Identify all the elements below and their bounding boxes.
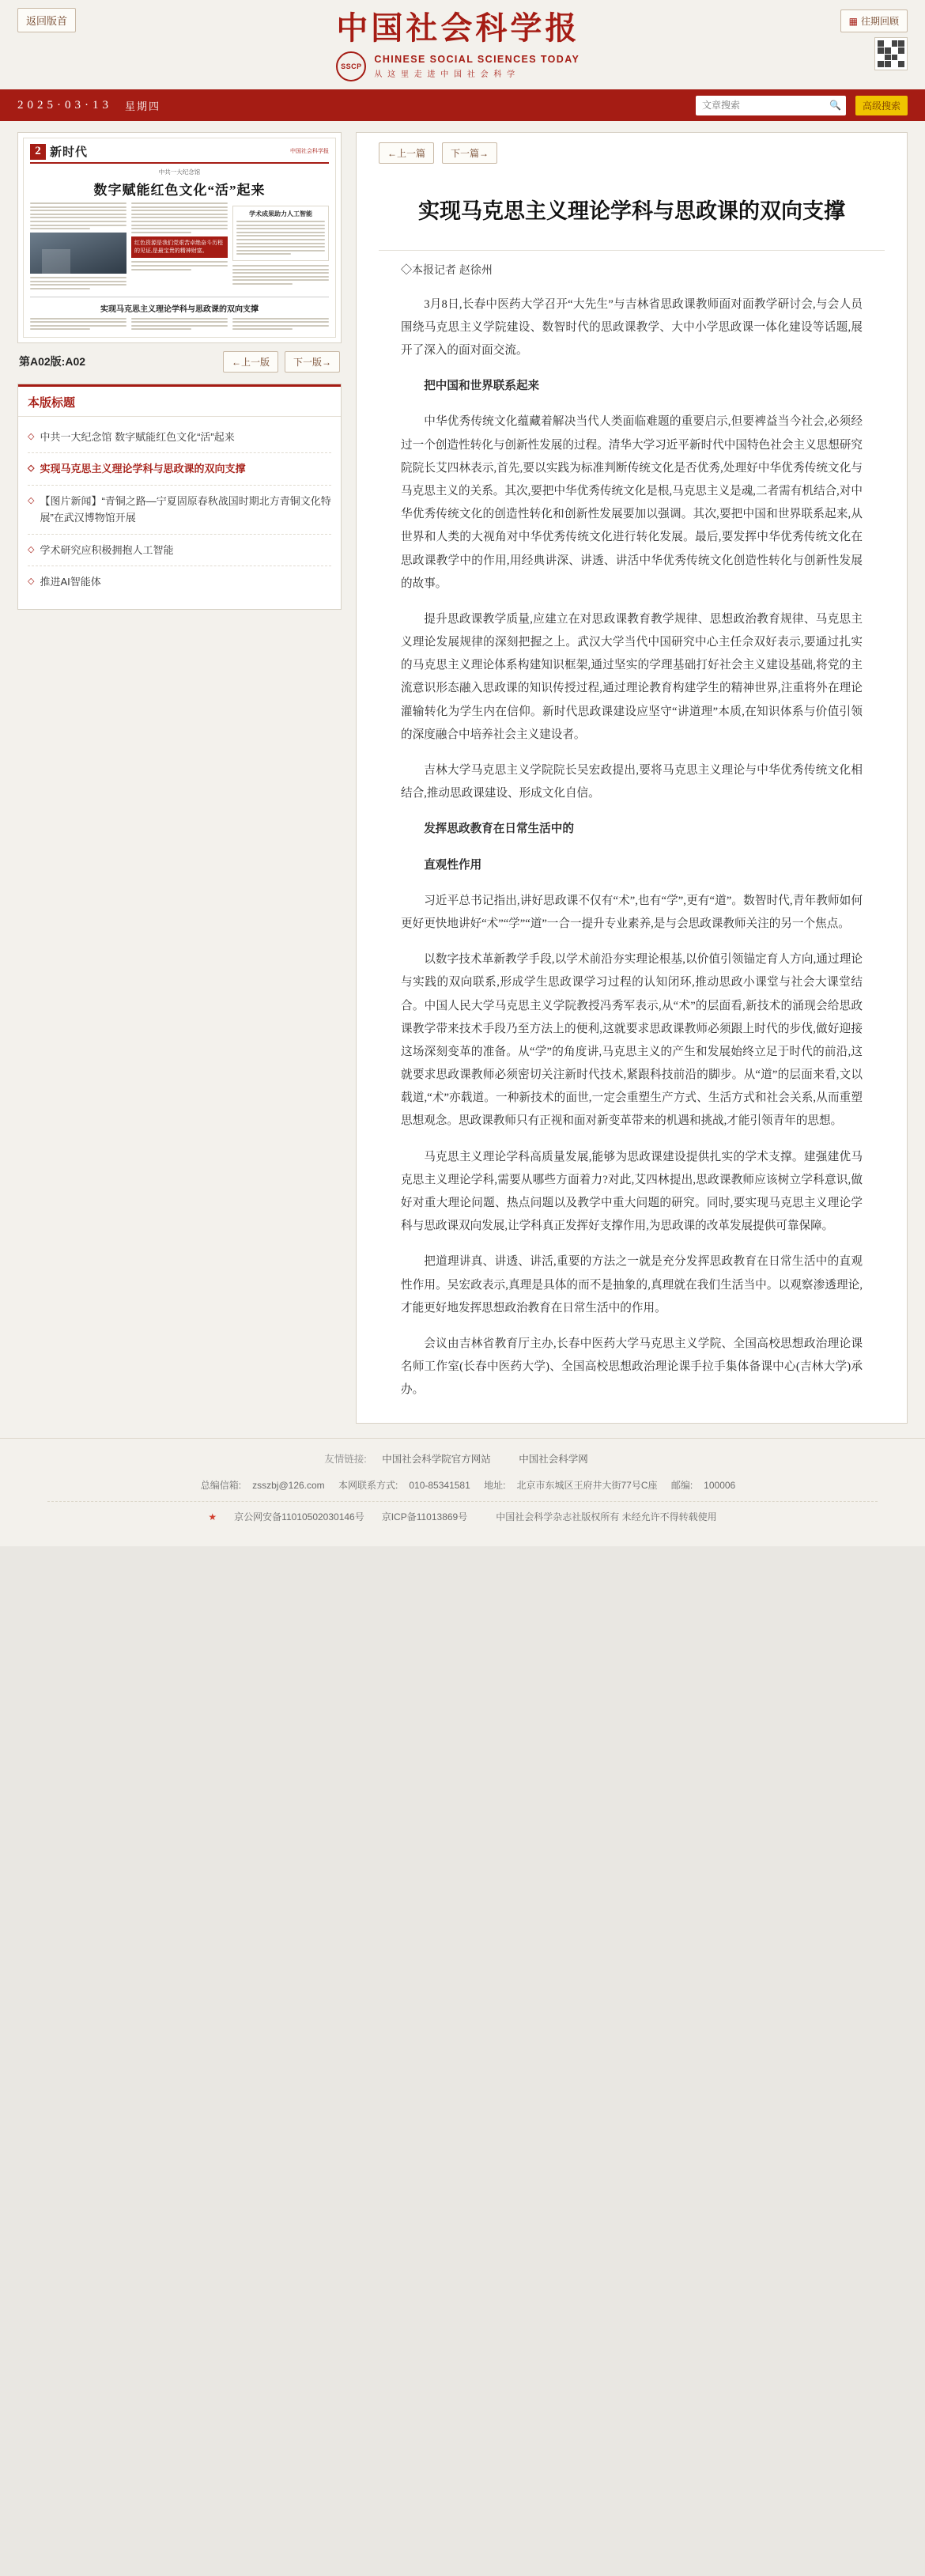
page-preview-image[interactable] [17, 132, 342, 343]
page-titles-heading: 本版标题 [18, 384, 341, 417]
preview-section-name: 新时代 [50, 146, 89, 159]
list-item-label: 实现马克思主义理论学科与思政课的双向支撑 [40, 463, 246, 475]
list-item-label: 推进AI智能体 [40, 576, 101, 588]
calendar-icon: ▦ [848, 15, 858, 27]
friend-link-cass-official[interactable]: 中国社会科学院官方网站 [382, 1453, 491, 1465]
article-paragraph: 中华优秀传统文化蕴藏着解决当代人类面临难题的重要启示,但要裨益当今社会,必须经过一个创造性转化与创新性发展的过程。清华大学习近平新时代中国特色社会主义思想研究院院长艾四林表示,首先,要以实践为标准判断传统文化是否优秀,处理好中华优秀传统文化与马克思主义的关系。其次,要把中华优秀传统文化是根,马克思主义是魂,二者需有机结合,对中华优秀传统文化的创造性转化和创新性发展要加以强调。其次,要把中国和世界联系起来,从世界和人类的大视角对中华优秀传统文化进行转化发展。最后,要发挥中华优秀传统文化在思政课教学中的作用,用经典讲深、讲透、讲活中华优秀传统文化创造性转化与创新性发展的故事。 [401, 415, 863, 590]
list-item[interactable] [28, 453, 331, 485]
preview-kicker: 中共一大纪念馆 [158, 168, 201, 176]
article-paragraph: 马克思主义理论学科高质量发展,能够为思政课建设提供扎实的学术支撑。建强建优马克思主义理论学科,需要从哪些方面着力?对此,艾四林提出,思政课教师应该树立学科意识,做好对重大理论问题、热点问题以及教学中重大问题的研究。同时,要实现马克思主义理论学科与思政课双向发展,让学科真正发挥好支撑作用,为思政课的改革发展提供可靠保障。 [401, 1150, 863, 1233]
page-titles-panel [17, 384, 342, 610]
address-value: 北京市东城区王府井大街77号C座 [516, 1479, 658, 1491]
search-box[interactable] [696, 96, 846, 115]
past-issues-button[interactable] [840, 9, 908, 32]
issue-weekday: 星期四 [125, 100, 161, 112]
address-label: 地址: [484, 1479, 506, 1491]
article-subheading: 把中国和世界联系起来 [424, 380, 540, 393]
article-paragraph: 3月8日,长春中医药大学召开“大先生”与吉林省思政课教师面对面教学研讨会,与会人员围绕马克思主义学院建设、数智时代的思政课教学、大中小学思政课一体化建设等话题,展开了深入的面对面交流。 [401, 297, 863, 357]
footer-divider [47, 1501, 878, 1502]
list-item-label: 中共一大纪念馆 数字赋能红色文化“活”起来 [40, 430, 235, 443]
preview-corner-text: 中国社会科学报 [290, 148, 329, 155]
article-byline: ◇本报记者 赵徐州 [401, 263, 493, 276]
bullet-icon: ◇ [28, 463, 35, 474]
list-item[interactable] [28, 422, 331, 453]
copyright-text: 中国社会科学杂志社版权所有 未经允许不得转载使用 [496, 1511, 717, 1523]
left-column [17, 132, 342, 610]
police-badge-icon: ★ [208, 1511, 217, 1523]
article-paragraph: 会议由吉林省教育厅主办,长春中医药大学马克思主义学院、全国高校思想政治理论课名师工作室(长春中医药大学)、全国高校思想政治理论课手拉手集体备课中心(吉林大学)承办。 [401, 1337, 863, 1397]
advanced-search-button[interactable]: 高级搜索 [855, 96, 908, 115]
footer-info [0, 1475, 925, 1546]
article-paragraph: 吉林大学马克思主义学院院长吴宏政提出,要将马克思主义理论与中华优秀传统文化相结合,推动思政课建设、形成文化自信。 [401, 764, 863, 800]
friend-links-label: 友情链接: [324, 1453, 367, 1465]
contact-phone: 010-85341581 [409, 1479, 470, 1491]
page-meta-row [19, 351, 340, 373]
prev-page-button[interactable]: ←上一版 [223, 351, 278, 373]
masthead-english: CHINESE SOCIAL SCIENCES TODAY [374, 54, 580, 65]
current-page-label: 第A02版:A02 [19, 355, 86, 369]
article-card [356, 132, 908, 1424]
next-article-button[interactable]: 下一篇→ [442, 142, 497, 164]
bullet-icon: ◇ [28, 544, 35, 554]
article-paragraph: 以数字技术革新教学手段,以学术前沿夯实理论根基,以价值引领锚定育人方向,通过理论与实践的双向联系,形成学生思政课学习过程的认知闭环,推动思政小课堂与社会大课堂结合。中国人民大学马克思主义学院教授冯秀军表示,从“术”的层面看,新技术的涌现会给思政课教学带来技术手段乃至方法上的便利,这就要求思政课教师必须跟上时代的步伐,做好迎接这场深刻变革的准备。从“学”的角度讲,马克思主义的产生和发展始终立足于时代的前沿,这就要求思政课教师必须密切关注新时代技术,紧跟科技前沿的脚步。从“道”的层面来看,文以载道,“术”亦载道。一种新技术的面世,一定会重塑生产方式、生活方式和社会关系,从而重塑思想观念。思政课教师只有正视和面对新变革带来的机遇和挑战,才能引领青年的思想。 [401, 953, 863, 1128]
prev-article-button[interactable]: ←上一篇 [379, 142, 434, 164]
list-item-label: 学术研究应积极拥抱人工智能 [40, 543, 174, 556]
bullet-icon: ◇ [28, 495, 35, 505]
page-title: 实现马克思主义理论学科与思政课的双向支撑 [418, 199, 845, 224]
list-item[interactable] [28, 535, 331, 566]
article-paragraph: 提升思政课教学质量,应建立在对思政课教育教学规律、思想政治教育规律、马克思主义理论发展规律的深刻把握之上。武汉大学当代中国研究中心主任佘双好表示,要通过扎实的马克思主义理论体系构建知识框架,通过坚实的学理基础打好社会主义建设基础,将党的主流意识形态融入思政课的知识传授过程,通过理论教育构建学生的精神世界,注重将外在理论灌输转化为学生内在信仰。新时代思政课建设应坚守“讲道理”本质,在知识体系与价值引领的深度融合中培养社会主义建设者。 [401, 612, 863, 741]
preview-red-box: 红色资源是我们党艰苦卓绝奋斗历程的见证,是最宝贵的精神财富。 [131, 236, 228, 259]
footer-contact-row [0, 1475, 925, 1497]
bullet-icon: ◇ [28, 577, 35, 587]
list-item-label: 【图片新闻】“青铜之路—宁夏固原春秋战国时期北方青铜文化特展”在武汉博物馆开展 [40, 494, 331, 524]
friend-link-cssn[interactable]: 中国社会科学网 [519, 1453, 588, 1465]
preview-headline: 数字赋能红色文化“活”起来 [93, 183, 266, 198]
preview-photo [30, 233, 126, 274]
masthead-slogan: 从 这 里 走 进 中 国 社 会 科 学 [374, 70, 517, 79]
content-area [0, 121, 925, 1424]
contact-label: 本网联系方式: [338, 1479, 398, 1491]
search-icon[interactable]: 🔍 [829, 100, 841, 111]
footer-legal-row [0, 1507, 925, 1529]
police-record[interactable]: 京公网安备11010502030146号 [234, 1511, 364, 1523]
preview-sidebar-title: 学术成果助力人工智能 [249, 210, 312, 218]
bullet-icon: ◇ [28, 431, 35, 441]
qr-code-icon[interactable] [874, 37, 908, 70]
editor-email: zsszbj@126.com [252, 1479, 325, 1491]
top-bar [0, 0, 925, 81]
sscp-logo-icon: SSCP [336, 51, 366, 81]
past-issues-label: 往期回顾 [860, 16, 899, 27]
masthead-subtitle [336, 51, 580, 81]
right-column [356, 132, 908, 1424]
list-item[interactable] [28, 566, 331, 597]
article-subheading: 发挥思政教育在日常生活中的 [424, 823, 574, 836]
back-to-front-page-button[interactable]: 返回版首 [17, 8, 76, 32]
friend-links-bar [0, 1438, 925, 1475]
page-titles-list [18, 417, 341, 609]
list-item[interactable] [28, 486, 331, 535]
preview-page-number: 2 [30, 144, 46, 160]
preview-bottom-headline: 实现马克思主义理论学科与思政课的双向支撑 [30, 297, 329, 314]
article-paragraph: 把道理讲真、讲透、讲活,重要的方法之一就是充分发挥思政教育在日常生活中的直观性作用。吴宏政表示,真理是具体的而不是抽象的,真理就在我们生活当中。以观察渗透理论,才能更好地发挥思想政治教育在日常生活中的作用。 [401, 1255, 863, 1314]
postcode-value: 100006 [704, 1479, 736, 1491]
postcode-label: 邮编: [670, 1479, 693, 1491]
article-subheading: 直观性作用 [424, 858, 482, 872]
issue-date: 2025·03·13 [17, 98, 112, 112]
date-strip [0, 89, 925, 121]
masthead [76, 11, 840, 81]
icp-record[interactable]: 京ICP备11013869号 [381, 1511, 468, 1523]
article-body [357, 278, 907, 1402]
article-nav [357, 133, 907, 164]
article-paragraph: 习近平总书记指出,讲好思政课不仅有“术”,也有“学”,更有“道”。数智时代,青年教师如何更好更快地讲好“术”“学”“道”一合一提升专业素养,是与会思政课教师关注的另一个焦点。 [401, 894, 863, 930]
search-input[interactable] [700, 99, 829, 112]
next-page-button[interactable]: 下一版→ [285, 351, 340, 373]
top-right-tools [840, 9, 908, 70]
masthead-title: 中国社会科学报 [336, 10, 580, 46]
editor-email-label: 总编信箱: [200, 1479, 242, 1491]
